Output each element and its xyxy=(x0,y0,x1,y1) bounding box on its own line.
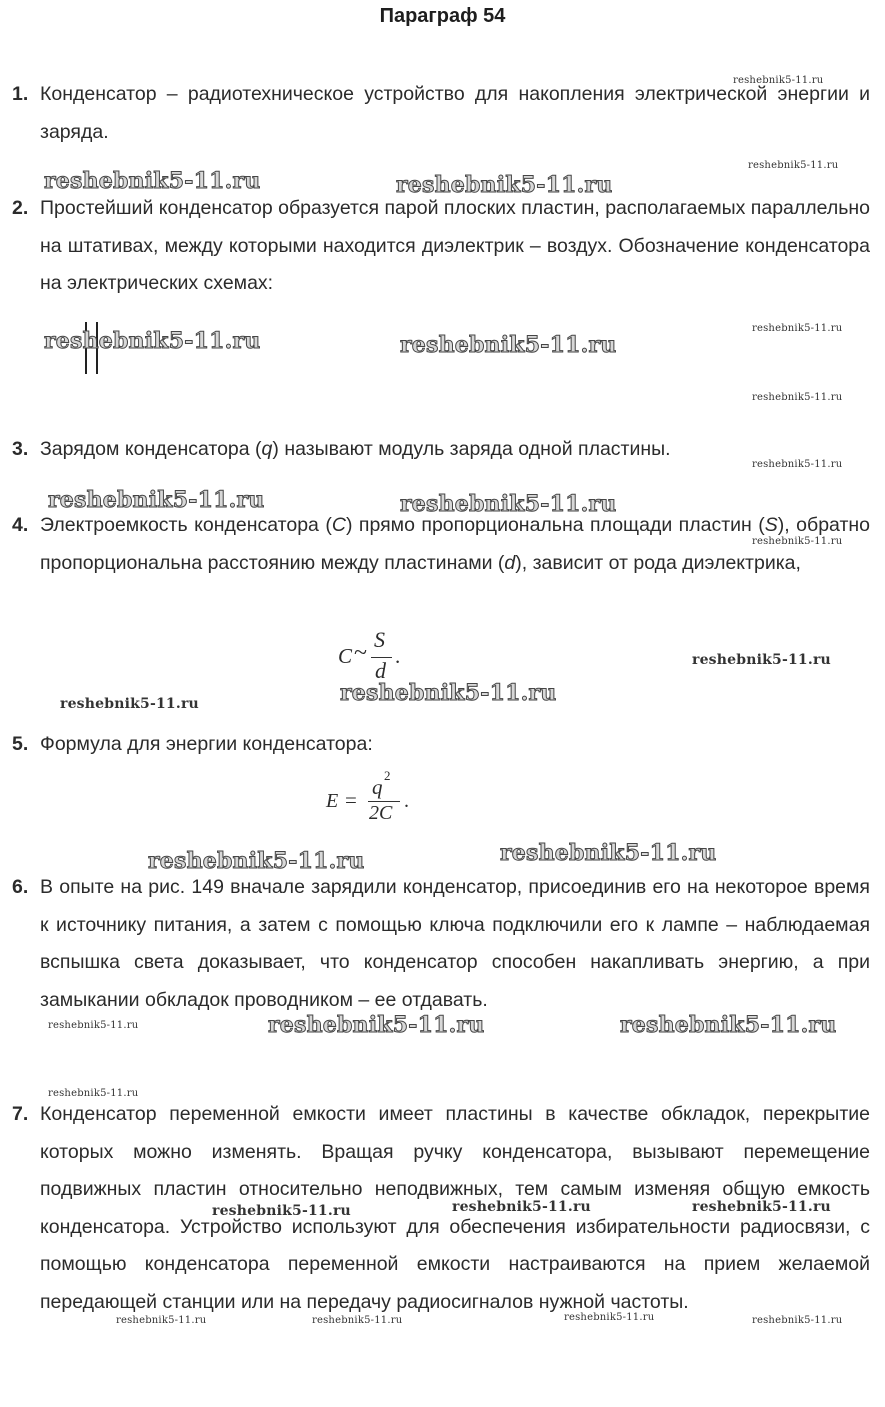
item-number: 5. xyxy=(12,733,29,755)
watermark: reshebnik5-11.ru xyxy=(452,1199,591,1215)
list-item-2 xyxy=(12,190,870,303)
page-title: Параграф 54 xyxy=(379,5,506,27)
watermark: reshebnik5-11.ru xyxy=(620,1012,837,1038)
watermark: reshebnik5-11.ru xyxy=(148,848,365,874)
watermark: reshebnik5-11.ru xyxy=(60,696,199,712)
watermark: reshebnik5-11.ru xyxy=(752,459,843,470)
watermark: reshebnik5-11.ru xyxy=(396,172,613,198)
item-text: Конденсатор – радиотехническое устройство для накопления электрической энергии и заряда. xyxy=(40,83,870,143)
watermark: reshebnik5-11.ru xyxy=(752,1315,843,1326)
list-item-1 xyxy=(12,76,870,151)
item-text: Конденсатор переменной емкости имеет пластины в качестве обкладок, перекрытие которых можно изменять. Вращая ручку конденсатора, вызывают перемещение подвижных пластин относительно неподвижных, тем самым изменяя общую емкость конденсатора. Устройство используют для обеспечения избирательности радиосвязи, с помощью конденсатора переменной емкости настраиваются на прием желаемой передающей станции или на передачу радиосигналов нужной частоты. xyxy=(40,1103,870,1313)
item-text: Зарядом конденсатора (q) называют модуль заряда одной пластины. xyxy=(40,438,671,460)
watermark: reshebnik5-11.ru xyxy=(44,168,261,194)
watermark: reshebnik5-11.ru xyxy=(692,652,831,668)
item-text: Простейший конденсатор образуется парой плоских пластин, располагаемых параллельно на штативах, между которыми находится диэлектрик – воздух. Обозначение конденсатора на электрических схемах: xyxy=(40,197,870,294)
watermark: reshebnik5-11.ru xyxy=(48,1088,139,1099)
item-number: 2. xyxy=(12,197,29,219)
watermark: reshebnik5-11.ru xyxy=(48,1020,139,1031)
item-text: Формула для энергии конденсатора: xyxy=(40,733,373,755)
item-number: 4. xyxy=(12,514,29,536)
watermark: reshebnik5-11.ru xyxy=(752,392,843,403)
watermark: reshebnik5-11.ru xyxy=(212,1203,351,1219)
list-item-4 xyxy=(12,507,870,582)
watermark: reshebnik5-11.ru xyxy=(564,1312,655,1323)
watermark: reshebnik5-11.ru xyxy=(116,1315,207,1326)
watermark: reshebnik5-11.ru xyxy=(752,323,843,334)
watermark: reshebnik5-11.ru xyxy=(748,160,839,171)
watermark: reshebnik5-11.ru xyxy=(268,1012,485,1038)
item-number: 7. xyxy=(12,1103,29,1125)
list-item-5 xyxy=(12,726,870,764)
watermark: reshebnik5-11.ru xyxy=(48,487,265,513)
item-number: 3. xyxy=(12,438,29,460)
watermark: reshebnik5-11.ru xyxy=(340,680,557,706)
watermark: reshebnik5-11.ru xyxy=(400,332,617,358)
watermark: reshebnik5-11.ru xyxy=(312,1315,403,1326)
list-item-3 xyxy=(12,431,870,469)
list-item-6 xyxy=(12,869,870,1019)
watermark: reshebnik5-11.ru xyxy=(500,840,717,866)
watermark: reshebnik5-11.ru xyxy=(692,1199,831,1215)
item-number: 6. xyxy=(12,876,29,898)
watermark: reshebnik5-11.ru xyxy=(44,328,261,354)
watermark: reshebnik5-11.ru xyxy=(400,491,617,517)
watermark: reshebnik5-11.ru xyxy=(752,536,843,547)
item-number: 1. xyxy=(12,83,29,105)
item-text: В опыте на рис. 149 вначале зарядили конденсатор, присоединив его на некоторое время к источнику питания, а затем с помощью ключа подключили его к лампе – наблюдаемая вспышка света доказывает, что конденсатор способен накапливать энергию, а при замыкании обкладок проводником – ее отдавать. xyxy=(40,876,870,1011)
watermark: reshebnik5-11.ru xyxy=(733,75,824,86)
item-text: Электроемкость конденсатора (C) прямо пропорциональна площади пластин (S), обратно пропорциональна расстоянию между пластинами (d), зависит от рода диэлектрика, xyxy=(40,514,871,574)
